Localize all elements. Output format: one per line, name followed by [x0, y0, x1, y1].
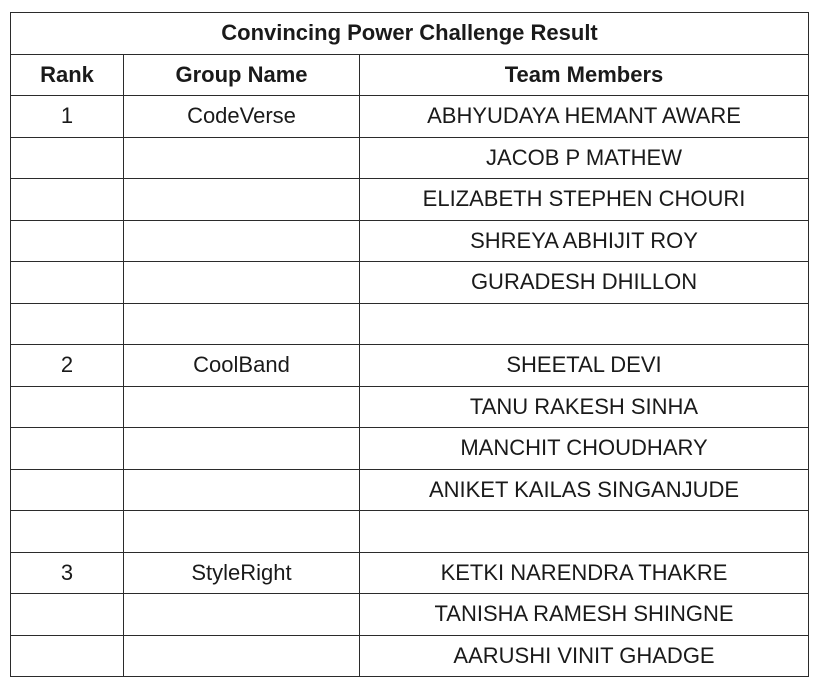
rank-header: Rank [11, 54, 124, 96]
rank-cell [11, 469, 124, 511]
rank-cell: 3 [11, 552, 124, 594]
team-member-cell: SHEETAL DEVI [360, 345, 809, 387]
group-name-cell [124, 635, 360, 677]
team-members-header: Team Members [360, 54, 809, 96]
group-name-cell [124, 511, 360, 553]
team-member-cell: ABHYUDAYA HEMANT AWARE [360, 96, 809, 138]
table-row [11, 386, 809, 428]
team-member-cell: TANU RAKESH SINHA [360, 386, 809, 428]
group-name-cell: CoolBand [124, 345, 360, 387]
table-row [11, 345, 809, 387]
group-name-cell [124, 137, 360, 179]
group-name-cell [124, 220, 360, 262]
rank-cell [11, 303, 124, 345]
table-row [11, 96, 809, 138]
rank-cell [11, 262, 124, 304]
rank-cell [11, 428, 124, 470]
group-name-cell [124, 386, 360, 428]
rank-cell [11, 511, 124, 553]
team-member-cell: ELIZABETH STEPHEN CHOURI [360, 179, 809, 221]
group-name-cell [124, 262, 360, 304]
team-member-cell: KETKI NARENDRA THAKRE [360, 552, 809, 594]
table-row [11, 594, 809, 636]
team-member-cell: ANIKET KAILAS SINGANJUDE [360, 469, 809, 511]
team-member-cell: GURADESH DHILLON [360, 262, 809, 304]
table-row [11, 137, 809, 179]
team-member-cell: MANCHIT CHOUDHARY [360, 428, 809, 470]
table-row [11, 552, 809, 594]
header-row [11, 54, 809, 96]
team-member-cell: SHREYA ABHIJIT ROY [360, 220, 809, 262]
rank-cell [11, 386, 124, 428]
group-name-header: Group Name [124, 54, 360, 96]
rank-cell [11, 635, 124, 677]
team-member-cell [360, 511, 809, 553]
table-row [11, 469, 809, 511]
group-name-cell [124, 594, 360, 636]
rank-cell: 1 [11, 96, 124, 138]
table-row [11, 428, 809, 470]
table-row [11, 511, 809, 553]
table-row [11, 303, 809, 345]
team-member-cell [360, 303, 809, 345]
results-table [10, 12, 809, 677]
rank-cell: 2 [11, 345, 124, 387]
table-row [11, 635, 809, 677]
team-member-cell: JACOB P MATHEW [360, 137, 809, 179]
rank-cell [11, 179, 124, 221]
rank-cell [11, 594, 124, 636]
table-row [11, 220, 809, 262]
team-member-cell: TANISHA RAMESH SHINGNE [360, 594, 809, 636]
table-body [11, 96, 809, 677]
group-name-cell [124, 428, 360, 470]
group-name-cell [124, 469, 360, 511]
rank-cell [11, 220, 124, 262]
table-row [11, 262, 809, 304]
team-member-cell: AARUSHI VINIT GHADGE [360, 635, 809, 677]
rank-cell [11, 137, 124, 179]
group-name-cell [124, 179, 360, 221]
table-row [11, 179, 809, 221]
table-title: Convincing Power Challenge Result [11, 13, 809, 55]
group-name-cell: StyleRight [124, 552, 360, 594]
title-row [11, 13, 809, 55]
group-name-cell: CodeVerse [124, 96, 360, 138]
group-name-cell [124, 303, 360, 345]
